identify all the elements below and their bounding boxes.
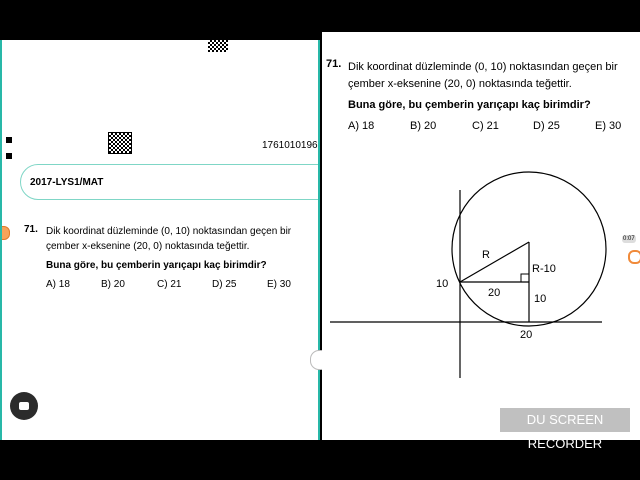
qr-code-middle bbox=[108, 132, 132, 154]
option-e: E) 30 bbox=[267, 279, 291, 290]
exam-code: 1761010196 bbox=[262, 140, 318, 151]
pdf-page-panel[interactable] bbox=[0, 40, 320, 440]
option-c: C) 21 bbox=[157, 279, 182, 290]
question-text-line2: çember x-eksenine (20, 0) noktasında teğettir. bbox=[46, 241, 250, 252]
wb-question-text-line2: çember x-eksenine (20, 0) noktasında teğettir. bbox=[348, 78, 572, 90]
wb-question-prompt: Buna göre, bu çemberin yarıçapı kaç birimdir? bbox=[348, 99, 591, 111]
page-marker-2 bbox=[6, 153, 12, 159]
label-20-bottom: 20 bbox=[520, 329, 533, 341]
wb-option-d: D) 25 bbox=[533, 120, 560, 132]
wb-option-b: B) 20 bbox=[410, 120, 437, 132]
recording-timer: 0:07 bbox=[623, 236, 635, 242]
circle-tangent-diagram bbox=[322, 150, 640, 440]
recording-control-button[interactable] bbox=[628, 250, 640, 264]
question-number: 71. bbox=[24, 224, 38, 235]
wb-question-number: 71. bbox=[326, 58, 342, 70]
side-tab-handle[interactable] bbox=[0, 226, 10, 240]
label-20-mid: 20 bbox=[488, 287, 501, 299]
wb-option-e: E) 30 bbox=[595, 120, 622, 132]
question-text-line1: Dik koordinat düzleminde (0, 10) noktasından geçen bir bbox=[46, 226, 292, 237]
wb-option-a: A) 18 bbox=[348, 120, 375, 132]
label-R: R bbox=[482, 249, 490, 261]
wb-question-text-line1: Dik koordinat düzleminde (0, 10) noktasından geçen bir bbox=[348, 61, 618, 73]
page-marker-1 bbox=[6, 137, 12, 143]
label-R-minus-10: R-10 bbox=[532, 263, 556, 275]
chat-icon bbox=[19, 402, 29, 410]
chat-bubble-button[interactable] bbox=[10, 392, 38, 420]
qr-code-top bbox=[208, 40, 228, 52]
label-10-left: 10 bbox=[436, 278, 449, 290]
label-10-right: 10 bbox=[534, 293, 547, 305]
radius-line bbox=[460, 242, 529, 282]
recorder-watermark: DU SCREEN RECORDER bbox=[500, 408, 630, 432]
question-prompt: Buna göre, bu çemberin yarıçapı kaç birimdir? bbox=[46, 260, 267, 271]
wb-option-c: C) 21 bbox=[472, 120, 499, 132]
option-b: B) 20 bbox=[101, 279, 125, 290]
option-a: A) 18 bbox=[46, 279, 70, 290]
exam-label: 2017-LYS1/MAT bbox=[30, 177, 104, 188]
whiteboard-panel bbox=[322, 40, 640, 440]
right-angle-marker bbox=[521, 274, 529, 282]
option-d: D) 25 bbox=[212, 279, 237, 290]
